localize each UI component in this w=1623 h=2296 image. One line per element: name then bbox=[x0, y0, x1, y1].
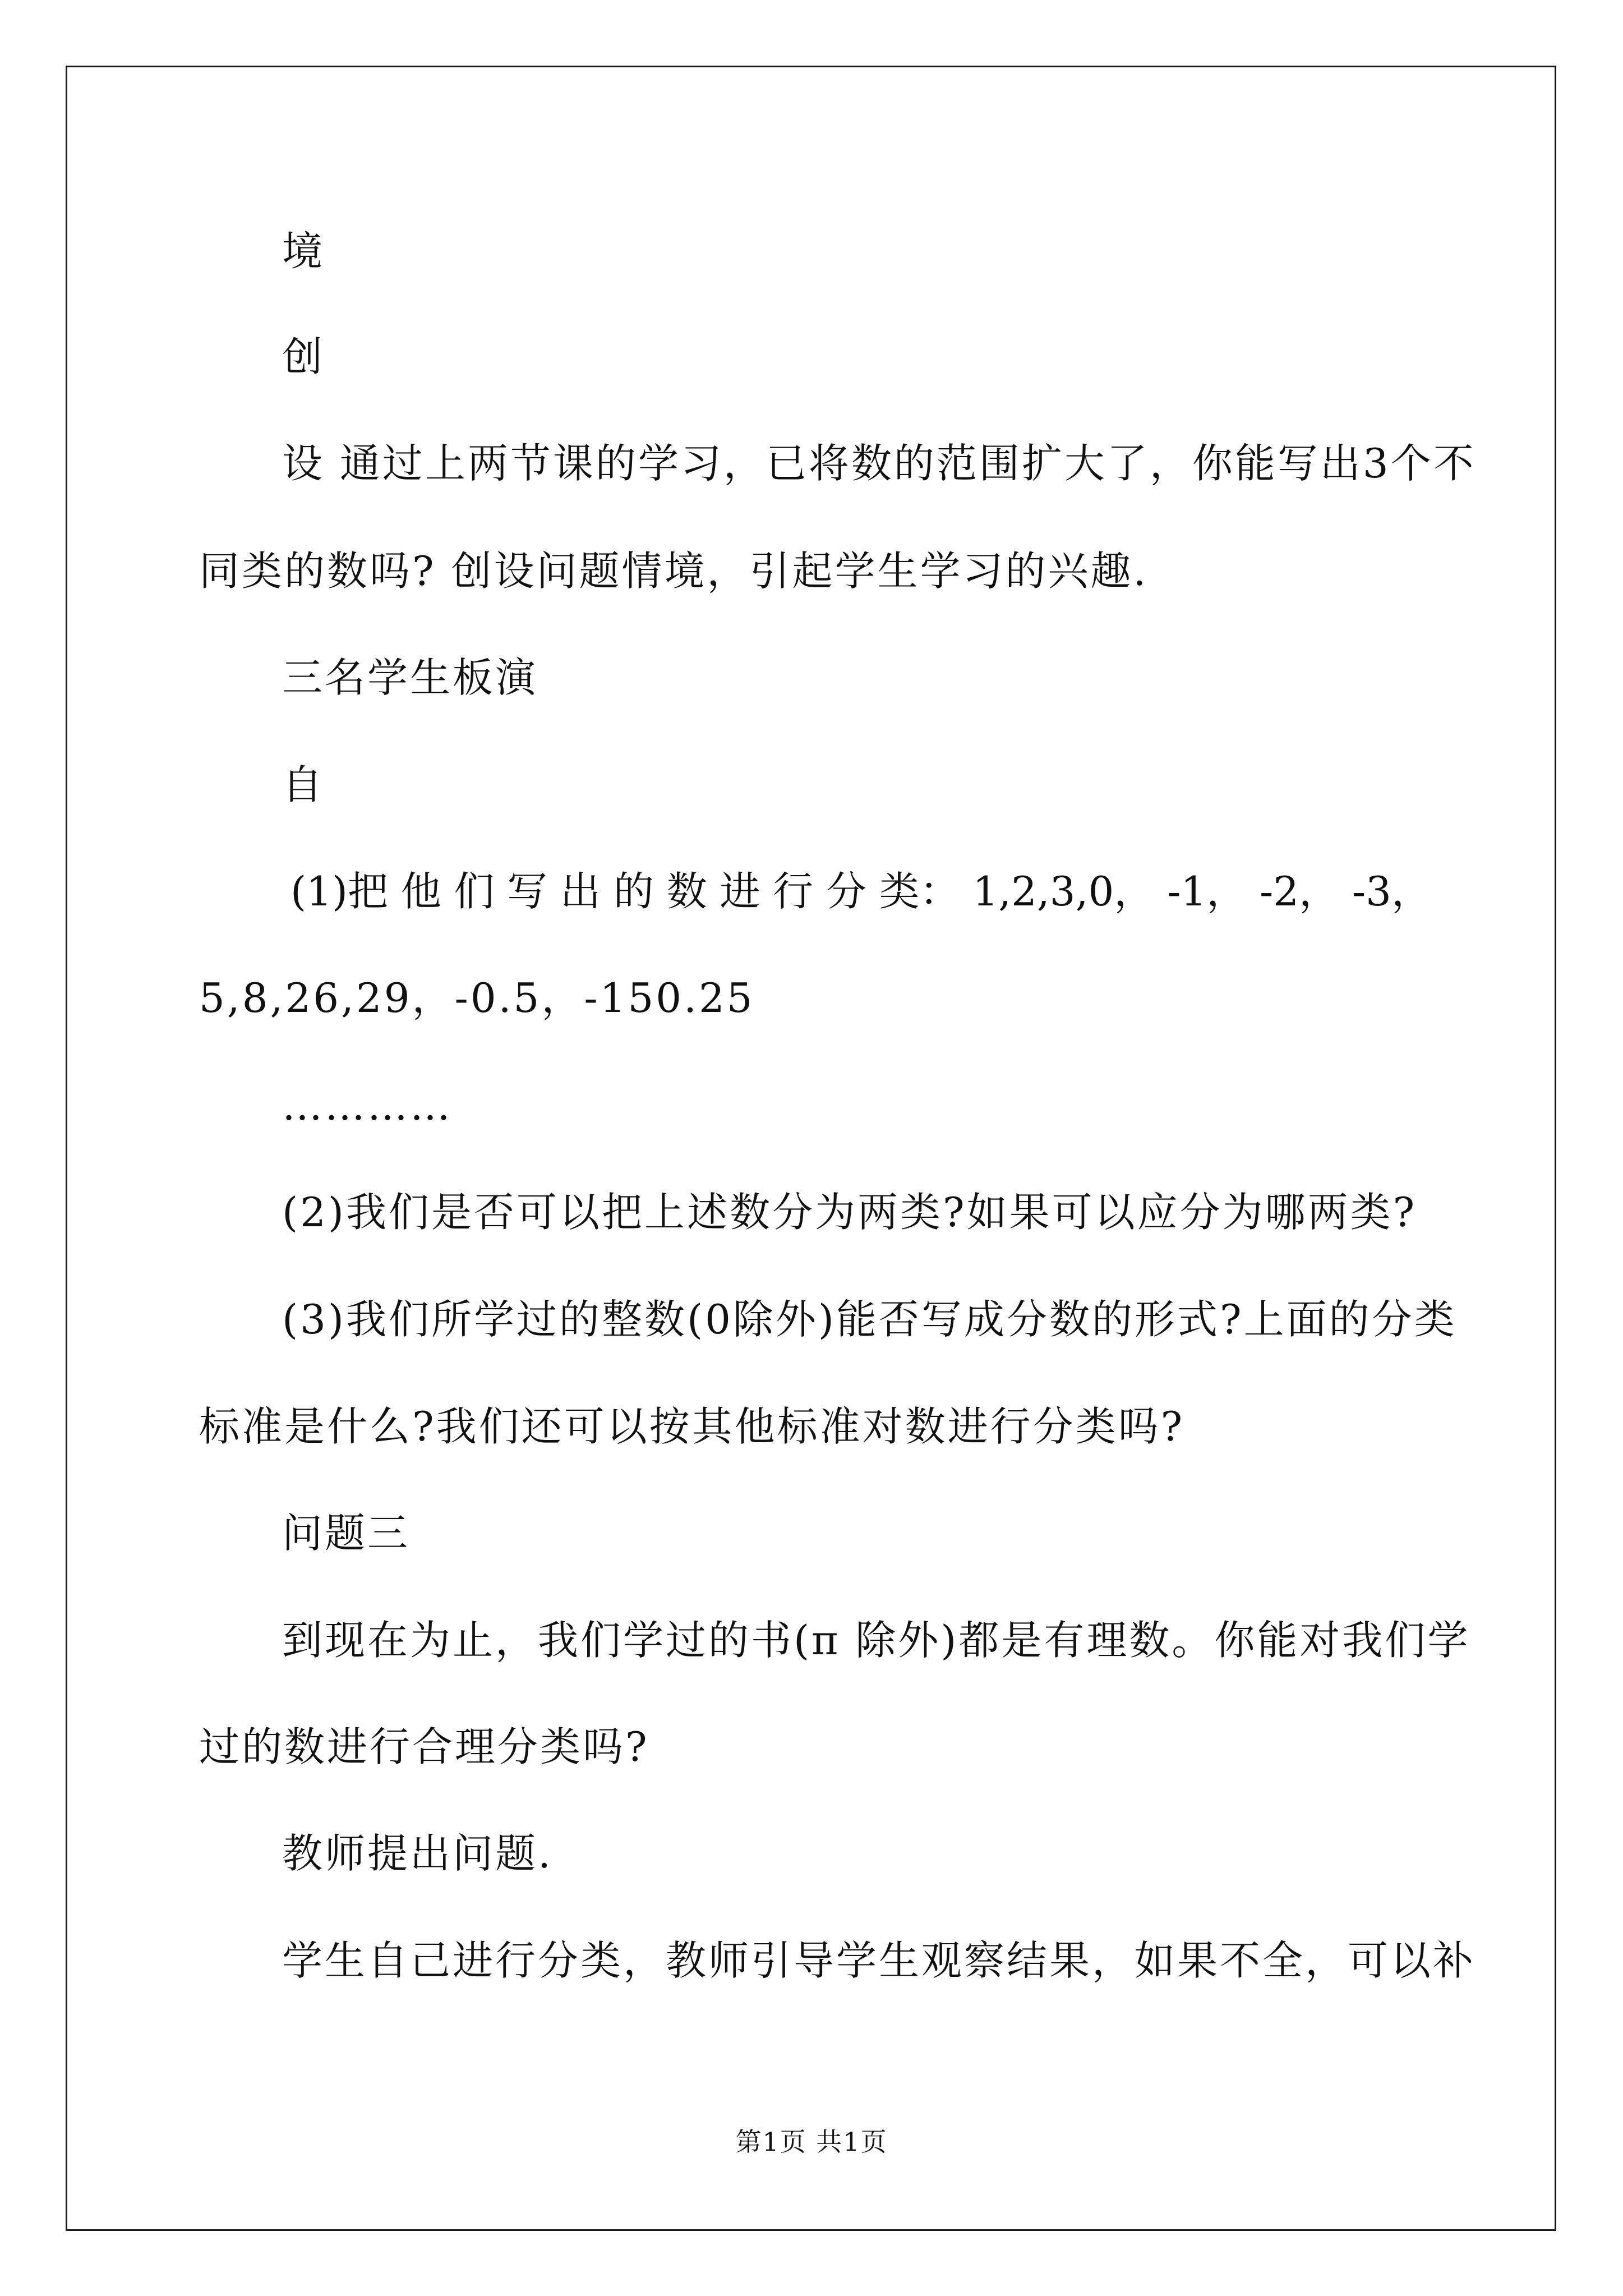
paragraph-line-16: 教师提出问题. bbox=[282, 1830, 553, 1877]
classify-part: (1)把 bbox=[291, 868, 388, 915]
paragraph-line-10: (2)我们是否可以把上述数分为两类?如果可以应分为哪两类? bbox=[282, 1189, 1417, 1236]
classify-part: 写 bbox=[507, 868, 548, 915]
paragraph-line-15: 过的数进行合理分类吗? bbox=[199, 1723, 649, 1770]
classify-part: -3， bbox=[1352, 868, 1432, 915]
paragraph-line-2: 创 bbox=[282, 333, 325, 380]
ellipsis-line: ………… bbox=[282, 1082, 453, 1129]
classify-part: 的 bbox=[613, 868, 654, 915]
paragraph-line-13: 问题三 bbox=[282, 1510, 411, 1557]
classify-part: 进 bbox=[720, 868, 760, 915]
classify-part: 他 bbox=[400, 868, 441, 915]
classify-part: 类： bbox=[879, 868, 960, 915]
classify-part: -1， bbox=[1167, 868, 1247, 915]
paragraph-line-17: 学生自己进行分类，教师引导学生观察结果，如果不全，可以补 bbox=[282, 1937, 1476, 1984]
paragraph-line-1: 境 bbox=[282, 228, 325, 275]
classify-part: 分 bbox=[826, 868, 866, 915]
classify-part: 行 bbox=[773, 868, 814, 915]
paragraph-line-6: 自 bbox=[282, 761, 325, 808]
paragraph-line-4: 同类的数吗? 创设问题情境，引起学生学习的兴趣. bbox=[199, 547, 1149, 595]
classify-part: 1,2,3,0， bbox=[972, 868, 1155, 915]
classify-part: 出 bbox=[560, 868, 601, 915]
page-footer: 第1页 共1页 bbox=[735, 2127, 888, 2157]
classify-part: -2， bbox=[1259, 868, 1340, 915]
classify-line bbox=[291, 868, 1432, 915]
paragraph-line-8: 5,8,26,29，-0.5，-150.25 bbox=[199, 974, 755, 1022]
paragraph-line-11: (3)我们所学过的整数(0除外)能否写成分数的形式?上面的分类 bbox=[282, 1296, 1457, 1343]
paragraph-line-12: 标准是什么?我们还可以按其他标准对数进行分类吗? bbox=[199, 1403, 1185, 1450]
page-border bbox=[66, 66, 1556, 2231]
paragraph-line-3: 设 通过上两节课的学习，已将数的范围扩大了，你能写出3个不 bbox=[282, 440, 1476, 487]
paragraph-line-14: 到现在为止，我们学过的书(π 除外)都是有理数。你能对我们学 bbox=[282, 1617, 1470, 1664]
classify-part: 数 bbox=[666, 868, 707, 915]
classify-part: 们 bbox=[454, 868, 495, 915]
paragraph-line-5: 三名学生板演 bbox=[282, 654, 538, 701]
